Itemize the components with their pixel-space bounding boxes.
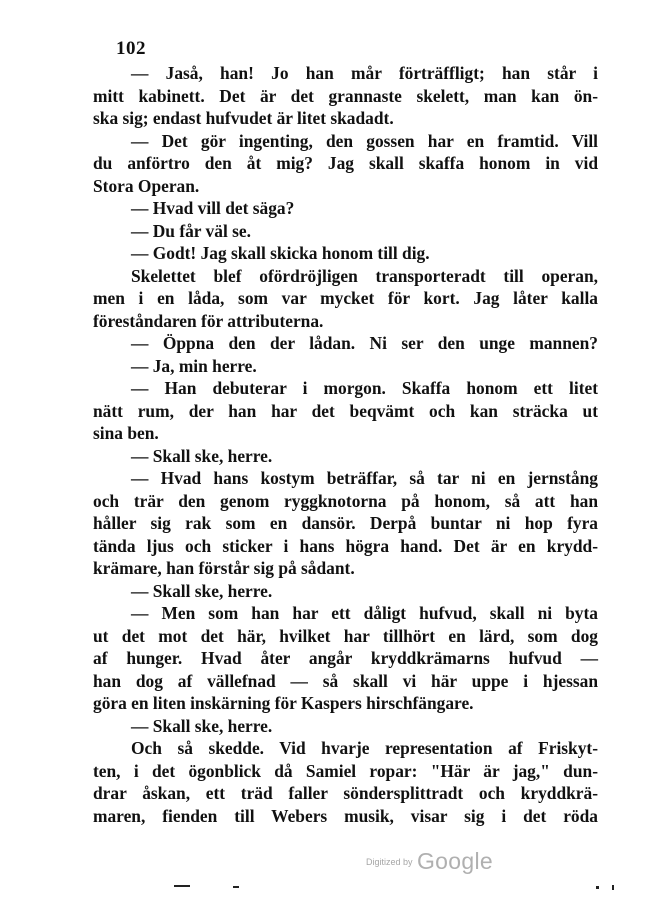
text-line: håller sig rak som en dansör. Derpå buntar ni hop fyra <box>93 513 598 533</box>
text-line: — Öppna den der lådan. Ni ser den unge mannen? <box>131 333 598 353</box>
text-line: Skelettet blef ofördröjligen transporteradt till operan, <box>131 265 598 286</box>
text-line: ten, i det ögonblick då Samiel ropar: "Här är jag," dun- <box>93 760 598 781</box>
text-line: — Ja, min herre. <box>131 355 257 376</box>
text-line: göra en liten inskärning för Kaspers hirschfängare. <box>93 693 474 713</box>
text-line: af hunger. Hvad åter angår kryddkrämarns hufvud — <box>93 648 598 668</box>
page-number: 102 <box>116 38 146 59</box>
text-line: krämare, han förstår sig på sådant. <box>93 558 355 578</box>
text-line: drar åskan, ett träd faller söndersplittradt och kryddkrä- <box>93 783 598 803</box>
text-line: — Hvad hans kostym beträffar, så tar ni en jernstång <box>131 468 598 488</box>
text-line: sina ben. <box>93 423 159 443</box>
text-line: du anförtro den åt mig? Jag skall skaffa honom in vid <box>93 153 598 173</box>
text-line: — Det gör ingenting, den gossen har en framtid. Vill <box>131 130 598 151</box>
text-line: nätt rum, der han har det beqvämt och kan sträcka ut <box>93 400 598 421</box>
scan-artifact <box>233 886 239 888</box>
text-line: — Skall ske, herre. <box>131 445 273 466</box>
text-line: — Hvad vill det säga? <box>131 198 295 218</box>
scan-artifact <box>596 886 599 889</box>
text-line: föreståndaren för attributerna. <box>93 310 324 331</box>
google-logo: Google <box>416 848 493 874</box>
text-line: ska sig; endast hufvudet är litet skadadt. <box>93 108 394 128</box>
scan-artifact <box>174 885 190 887</box>
text-line: — Skall ske, herre. <box>131 580 273 601</box>
text-line: Stora Operan. <box>93 175 200 196</box>
digitized-watermark <box>366 848 493 875</box>
body-text <box>93 62 598 827</box>
scan-artifact <box>612 885 614 890</box>
text-line: tända ljus och sticker i hans högra hand. Det är en krydd- <box>93 535 598 556</box>
text-line: — Han debuterar i morgon. Skaffa honom ett litet <box>131 378 598 398</box>
text-line: — Men som han har ett dåligt hufvud, skall ni byta <box>131 603 598 623</box>
text-line: — Du får väl se. <box>131 220 251 241</box>
text-line: — Skall ske, herre. <box>131 715 273 736</box>
text-line: — Godt! Jag skall skicka honom till dig. <box>131 243 430 263</box>
text-line: maren, fienden till Webers musik, visar sig i det röda <box>93 805 598 826</box>
text-line: — Jaså, han! Jo han mår förträffligt; han står i <box>131 63 598 83</box>
watermark-prefix: Digitized by <box>366 857 413 867</box>
text-line: och trär den genom ryggknotorna på honom, så att han <box>93 490 598 511</box>
text-line: Och så skedde. Vid hvarje representation af Friskyt- <box>131 738 598 758</box>
text-line: han dog af vällefnad — så skall vi här uppe i hjessan <box>93 670 598 691</box>
text-line: ut det mot det här, hvilket har tillhört en lärd, som dog <box>93 625 598 646</box>
text-line: mitt kabinett. Det är det grannaste skelett, man kan ön- <box>93 85 598 106</box>
text-line: men i en låda, som var mycket för kort. Jag låter kalla <box>93 288 598 308</box>
